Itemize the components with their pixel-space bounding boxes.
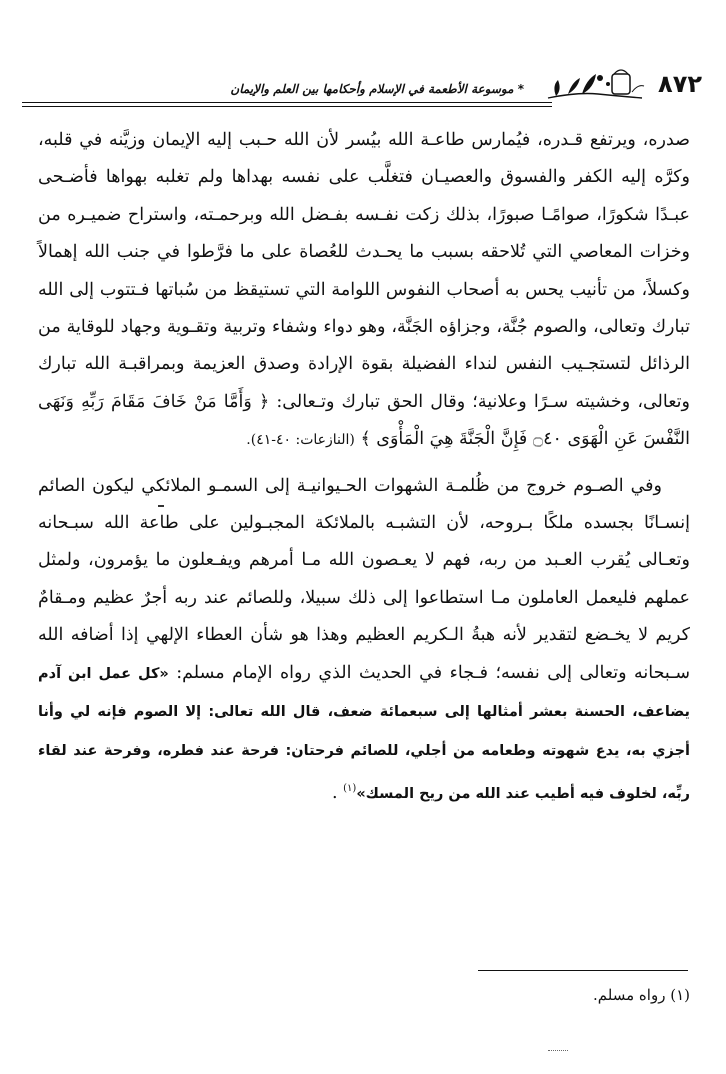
floral-ornament-icon xyxy=(538,64,648,104)
paragraph-text: صدره، ويرتفع قـدره، فيُمارس طاعـة الله بيُسر لأن الله حـبب إليه الإيمان وزيَّنه في قلبه، وكرَّه إليه الكفر والفسوق والعصيـان فتغلَّب على نفسه بهداها ولم تغلبه بهواها فأضـحى عبـدًا شكورًا، صوامًـا صبورًا، بذلك زكت نفـسه بفـضل الله وبرحمـته، واستراح ضميـره من وخزات المعاصي التي تُلاحقه بسبب ما يحـدث للعُصاة على ما فرَّطوا في جنب الله إهمالاً وكسلاً، من تأنيب يحس به أصحاب النفوس اللوامة التي تستيقظ من سُباتها فـتتوب إلى الله تبارك وتعالى، والصوم جُنَّة، وجزاؤه الجَنَّة، وهو دواء وشفاء وتربية وتقـوية وجهاد للوقاية من الرذائل لتستجـيب النفس لنداء الفضيلة بقوة الإرادة وصدق العزيمة وبمراقبـة الله تبارك وتعالى، وخشيته سـرًا وعلانية؛ وقال الحق تبارك وتـعالى: xyxy=(38,130,690,412)
scan-dots xyxy=(548,1050,568,1053)
paragraph xyxy=(38,122,690,460)
paragraph-text: وفي الصـوم خروج من ظُلمـة الشهوات الحـيوانيـة إلى السمـو الملائكي ليكون الصائم إنسـانًا بجسده ملكًا بـروحه، لأن التشبـه بالملائكة المجبـولين على طاعة الله سبـحانه وتعـالى يُقرب العـبد من ربه، فهم لا يعـصون الله مـا أمرهم ويفـعلون ما يؤمرون، ولمثل عملهم فليعمل العاملون مـا استطاعوا إلى ذلك سبيلا، وللصائم عند ربه أجرٌ عظيم ومـقامٌ كريم لا يخـضع لتقدير لأنه هبةُ الـكريم العظيم وهذا هو شأن العطاء الإلهي إذا أضافه الله سـبحانه وتعالى إلى نفسه؛ فـجاء في الحديث الذي رواه الإمام مسلم: xyxy=(38,475,690,683)
page-header xyxy=(22,64,704,114)
header-rule xyxy=(22,102,552,103)
footnote-rule xyxy=(478,970,688,971)
running-title: * موسوعة الأطعمة في الإسلام وأحكامها بين العلم والإيمان xyxy=(230,82,524,96)
header-rule-thin xyxy=(22,106,552,107)
print-mark xyxy=(158,505,164,507)
paragraph xyxy=(38,468,690,813)
hadith-quote: «كل عمل ابن آدم يضاعف، الحسنة بعشر أمثالها إلى سبعمائة ضعف، قال الله تعالى: إلا الصوم فإنه لي وأنا أجزي به، يدع شهوته وطعامه من أجلي، للصائم فرحتان: فرحة عند فطره، وفرحة عند لقاء ربِّه، لخلوف فيه أطيب عند الله من ريح المسك» xyxy=(38,665,690,802)
end-period: . xyxy=(331,782,338,803)
main-text xyxy=(38,122,690,813)
page-number: ٨٧٢ xyxy=(658,70,702,98)
quran-verse: ﴿ وَأَمَّا مَنْ خَافَ مَقَامَ رَبِّهِ وَنَهَى النَّفْسَ عَنِ الْهَوَى ۝٤٠ فَإِنَّ الْجَنَّةَ هِيَ الْمَأْوَى ﴾ xyxy=(38,391,690,450)
footnote: (١) رواه مسلم. xyxy=(593,986,690,1004)
verse-reference: (النازعات: ٤٠-٤١). xyxy=(246,432,355,449)
footnote-marker: (١) xyxy=(343,782,357,794)
